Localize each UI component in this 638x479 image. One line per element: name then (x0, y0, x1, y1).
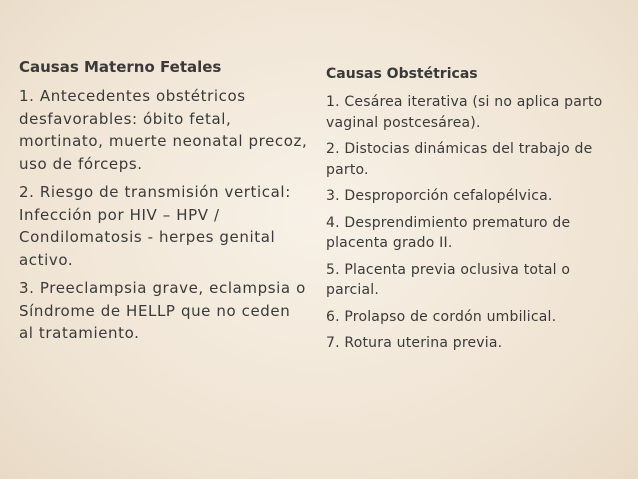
list-item: 3. Desproporción cefalopélvica. (326, 188, 553, 204)
obstetricas-heading: Causas Obstétricas (326, 66, 478, 82)
obstetricas-column (326, 64, 626, 360)
list-item: 3. Preeclampsia grave, eclampsia o Síndrome de HELLP que no ceden al tratamiento. (19, 279, 306, 342)
list-item: 4. Desprendimiento prematuro de placenta grado II. (326, 214, 571, 251)
list-item: 6. Prolapso de cordón umbilical. (326, 308, 557, 325)
list-item: 2. Distocias dinámicas del trabajo de parto. (326, 141, 593, 178)
list-item: 5. Placenta previa oclusiva total o parcial. (326, 261, 571, 298)
list-item: 1. Cesárea iterativa (si no aplica parto vaginal postcesárea). (326, 94, 603, 131)
list-item: 1. Antecedentes obstétricos desfavorables: óbito fetal, mortinato, muerte neonatal precoz, uso de fórceps. (19, 87, 308, 173)
materno-fetales-heading: Causas Materno Fetales (19, 58, 222, 76)
list-item: 7. Rotura uterina previa. (326, 335, 503, 351)
list-item: 2. Riesgo de transmisión vertical: Infección por HIV – HPV / Condilomatosis - herpes genital activo. (19, 183, 291, 269)
materno-fetales-column (19, 57, 309, 351)
